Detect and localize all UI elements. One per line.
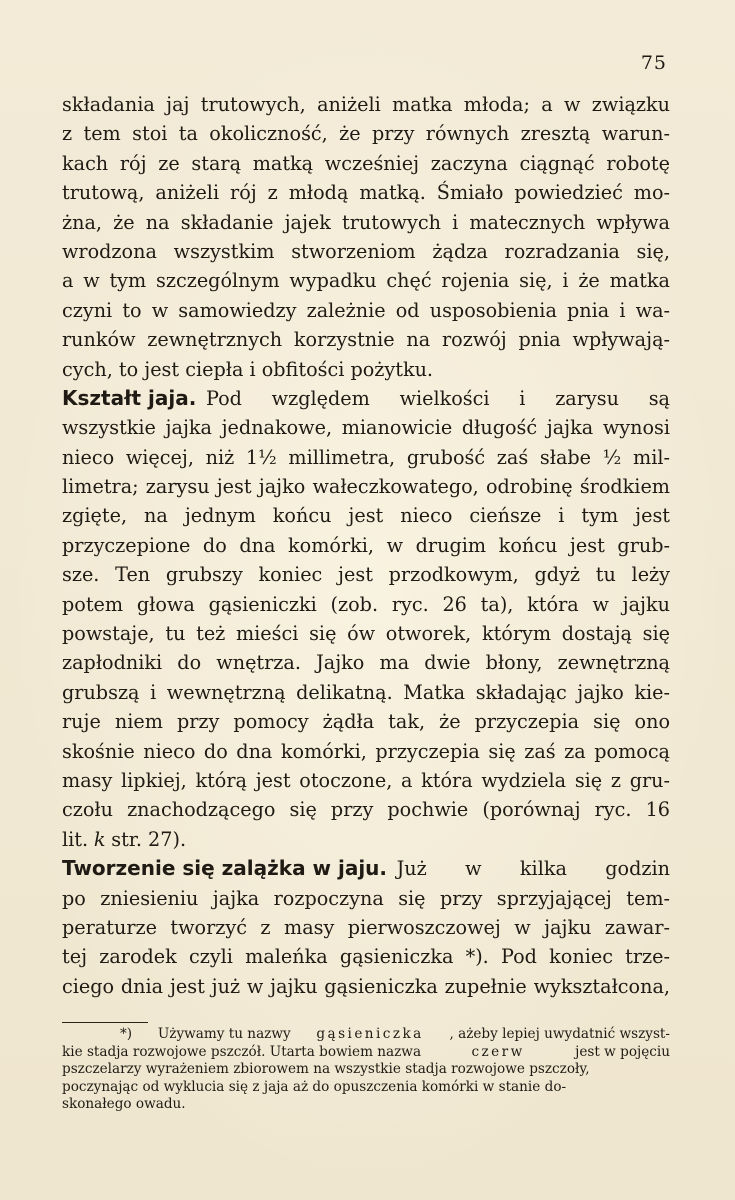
section-heading: Tworzenie się zalążka w jaju.: [62, 856, 388, 881]
text-line: [62, 737, 670, 766]
text-run: skośnie nieco do dna komórki, przyczepia się zaś za pomocą: [62, 739, 670, 763]
footnote-spaced-term: czerw: [471, 1043, 525, 1060]
text-line: [62, 531, 670, 560]
text-run: tej zarodek czyli maleńka gąsieniczka *). Pod koniec trze-: [62, 945, 670, 969]
text-run: nieco więcej, niż 1½ millimetra, grubość zaś słabe ½ mil-: [62, 445, 670, 469]
text-line: [62, 149, 670, 178]
text-run: lit.: [62, 827, 89, 851]
text-run: peraturze tworzyć z masy pierwoszczowej w jajku zawar-: [62, 915, 670, 939]
text-run: a w tym szczególnym wypadku chęć rojenia się, i że matka: [62, 269, 670, 293]
footnote-spaced-term: gąsieniczka: [316, 1026, 424, 1042]
section-heading: Kształt jaja.: [62, 385, 197, 410]
text-line: [62, 766, 670, 795]
footnote-text: skonałego owadu.: [62, 1096, 186, 1113]
text-run: cych, to jest ciepła i obfitości pożytku.: [62, 357, 434, 381]
text-run: sze. Ten grubszy koniec jest przodkowym, gdyż tu leży: [62, 563, 670, 587]
text-line: [62, 266, 670, 295]
text-line: [62, 942, 670, 971]
text-run: Już w kilka godzin: [396, 857, 670, 881]
text-line: [62, 648, 670, 677]
body-text: [62, 90, 670, 1001]
text-run: po zniesieniu jajka rozpoczyna się przy sprzyjającej tem-: [62, 886, 670, 910]
text-run: żna, że na składanie jajek trutowych i matecznych wpływa: [62, 210, 670, 234]
text-run: Pod względem wielkości i zarysu są: [205, 386, 670, 410]
text-line: [62, 384, 670, 413]
text-run: ruje niem przy pomocy żądła tak, że przyczepia się ono: [62, 710, 670, 734]
text-line: [62, 237, 670, 266]
text-line: [62, 913, 670, 942]
text-run: przyczepione do dna komórki, w drugim końcu jest grub-: [62, 533, 670, 557]
footnote-line: [62, 1096, 670, 1114]
text-run: czołu znachodzącego się przy pochwie (porównaj ryc. 16: [62, 798, 670, 822]
footnote-text: kie stadja rozwojowe pszczół. Utarta bowiem nazwa: [62, 1043, 422, 1060]
text-run: grubszą i wewnętrzną delikatną. Matka składając jajko kie-: [62, 680, 670, 704]
footnote-line: [62, 1044, 670, 1062]
footnote: [62, 1026, 670, 1114]
footnote-text: , ażeby lepiej uwydatnić wszyst-: [449, 1026, 670, 1042]
text-line: [62, 560, 670, 589]
text-line: [62, 972, 670, 1001]
text-run: z tem stoi ta okoliczność, że przy równych zresztą warun-: [62, 122, 670, 146]
text-run: wrodzona wszystkim stworzeniom żądza rozradzania się,: [62, 239, 670, 263]
text-line: [62, 825, 670, 854]
text-line: [62, 472, 670, 501]
text-line: [62, 590, 670, 619]
footnote-text: jest w pojęciu: [575, 1043, 670, 1060]
text-line: [62, 678, 670, 707]
page-number: 75: [640, 52, 667, 74]
text-run: limetra; zarysu jest jajko wałeczkowatego, odrobinę środkiem: [62, 475, 670, 499]
text-run: wszystkie jajka jednakowe, mianowicie długość jajka wynosi: [62, 416, 670, 440]
text-run: str. 27).: [111, 827, 187, 851]
footnote-line: [62, 1079, 670, 1097]
text-line: [62, 884, 670, 913]
text-run: składania jaj trutowych, aniżeli matka młoda; a w związku: [62, 93, 670, 116]
text-line: [62, 325, 670, 354]
footnote-text: poczynając od wyklucia się z jaja aż do opuszczenia komórki w stanie do-: [62, 1078, 567, 1095]
text-run: powstaje, tu też mieści się ów otworek, którym dostają się: [62, 622, 670, 646]
text-line: [62, 119, 670, 148]
text-run: masy lipkiej, którą jest otoczone, a która wydziela się z gru-: [62, 768, 670, 792]
text-run: czyni to w samowiedzy zależnie od usposobienia pnia i wa-: [62, 298, 670, 322]
text-run: zapłodniki do wnętrza. Jajko ma dwie błony, zewnętrzną: [62, 651, 670, 675]
text-run: kach rój ze starą matką wcześniej zaczyna ciągnąć robotę: [62, 151, 670, 175]
footnote-marker: *): [120, 1026, 133, 1042]
text-run: potem głowa gąsieniczki (zob. ryc. 26 ta), która w jajku: [62, 592, 670, 616]
text-run: runków zewnętrznych korzystnie na rozwój pnia wpływają-: [62, 328, 670, 352]
text-line: [62, 413, 670, 442]
text-line: [62, 795, 670, 824]
text-line: [62, 208, 670, 237]
footnote-line: [62, 1026, 670, 1044]
footnote-text: Używamy tu nazwy: [157, 1026, 291, 1042]
text-line: [62, 178, 670, 207]
text-line: [62, 707, 670, 736]
footnote-line: [62, 1061, 670, 1079]
italic-letter: k: [93, 827, 106, 851]
text-line: [62, 854, 670, 883]
text-line: [62, 619, 670, 648]
text-line: [62, 296, 670, 325]
text-line: [62, 355, 670, 384]
footnote-text: pszczelarzy wyrażeniem zbiorowem na wszystkie stadja rozwojowe pszczoły,: [62, 1061, 590, 1078]
text-line: [62, 90, 670, 119]
text-line: [62, 443, 670, 472]
text-run: trutową, aniżeli rój z młodą matką. Śmiało powiedzieć mo-: [62, 181, 670, 205]
footnote-rule: [62, 1022, 148, 1023]
text-line: [62, 501, 670, 530]
text-run: zgięte, na jednym końcu jest nieco cieńsze i tym jest: [62, 504, 670, 528]
text-run: ciego dnia jest już w jajku gąsieniczka zupełnie wykształcona,: [62, 974, 670, 998]
